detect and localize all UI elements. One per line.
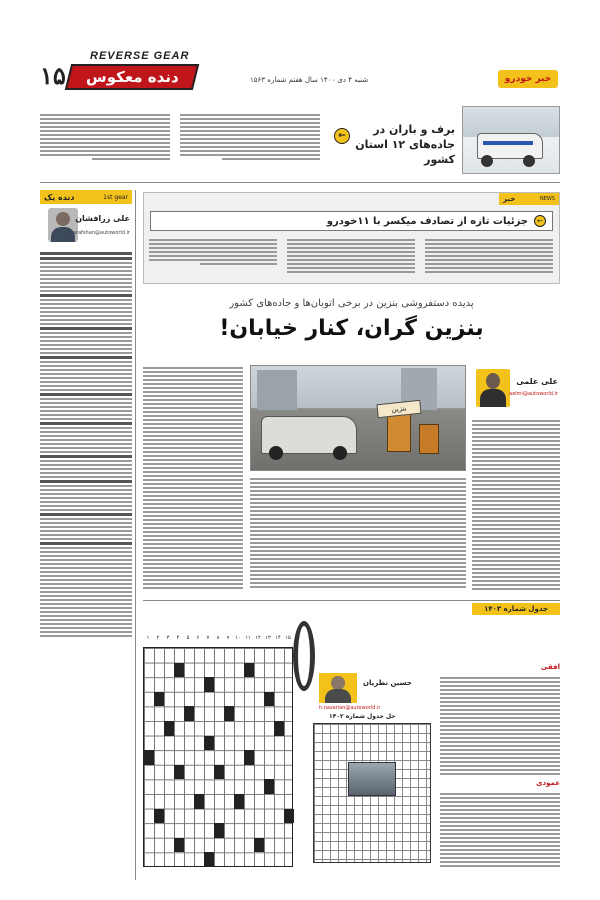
crossword-number: ۲ bbox=[156, 635, 160, 641]
section-title-fa: دنده معکوس bbox=[85, 68, 179, 86]
crossword-black-cell bbox=[204, 736, 214, 751]
crossword-black-cell bbox=[274, 721, 284, 736]
photo-sign bbox=[376, 400, 421, 419]
crossword-black-cell bbox=[204, 677, 214, 692]
crossword-number: ۱۱ bbox=[245, 635, 251, 641]
crossword-black-cell bbox=[174, 838, 184, 853]
crossword-section bbox=[143, 600, 560, 870]
brand-logo-text: خبر خودرو bbox=[504, 74, 552, 84]
crossword-grid[interactable] bbox=[143, 647, 293, 867]
crossword-black-cell bbox=[264, 779, 274, 794]
crossword-number: ۷ bbox=[206, 635, 210, 641]
clue-horizontal-label: افقی bbox=[540, 663, 560, 671]
crossword-black-cell bbox=[264, 692, 274, 707]
crossword-black-cell bbox=[184, 706, 194, 721]
columnist-tag-en: 1st gear bbox=[103, 193, 128, 201]
arrow-left-icon: ← bbox=[534, 215, 546, 227]
crossword-author-name: حسین نظریان bbox=[363, 679, 412, 687]
solution-photo bbox=[348, 762, 396, 796]
columnist-name: علی زرافشان bbox=[75, 214, 130, 223]
brief-text-mid bbox=[180, 112, 320, 170]
crossword-tag-text: جدول شماره ۱۴۰۳ bbox=[484, 605, 548, 613]
author-box bbox=[472, 365, 560, 413]
main-headline: بنزین گران، کنار خیابان! bbox=[219, 316, 484, 341]
main-col-mid bbox=[250, 476, 466, 593]
news-box bbox=[143, 192, 560, 284]
crossword-black-cell bbox=[234, 794, 244, 809]
main-photo bbox=[250, 365, 466, 471]
crossword-black-cell bbox=[204, 852, 214, 867]
news-col-3 bbox=[149, 237, 277, 281]
columnist-avatar bbox=[48, 208, 78, 242]
crossword-number: ۱۲ bbox=[255, 635, 261, 641]
crossword-black-cell bbox=[174, 765, 184, 780]
columnist-tag-fa: دنده یک bbox=[44, 192, 75, 202]
main-kicker: پدیده دستفروشی بنزین در برخی اتوبان‌ها و جاده‌های کشور bbox=[229, 298, 474, 309]
crossword-number: ۱۳ bbox=[265, 635, 271, 641]
crossword-number: ۳ bbox=[166, 635, 170, 641]
section-title-badge bbox=[65, 64, 199, 90]
crossword-black-cell bbox=[214, 823, 224, 838]
divider bbox=[40, 182, 560, 183]
author-name: علی علمی bbox=[516, 377, 558, 386]
news-tag-en: NEWS bbox=[539, 196, 555, 202]
news-col-2 bbox=[287, 237, 415, 281]
photo-sign-text: بنزین bbox=[391, 404, 407, 414]
crossword-number: ۵ bbox=[186, 635, 190, 641]
top-strip bbox=[40, 100, 560, 178]
clues-vertical bbox=[440, 791, 560, 867]
columnist-column bbox=[40, 190, 132, 880]
dateline: شنبه ۴ دی ۱۴۰۰ سال هفتم شماره ۱۵۶۳ bbox=[250, 76, 369, 84]
crossword-black-cell bbox=[224, 706, 234, 721]
solution-label: حل جدول شماره ۱۴۰۲ bbox=[329, 713, 396, 720]
news-col-1 bbox=[425, 237, 553, 281]
crossword-tag bbox=[472, 603, 560, 615]
crossword-number: ۱۵ bbox=[285, 635, 291, 641]
columnist-email[interactable]: a.zarafshan@autoworld.ir bbox=[65, 230, 130, 236]
crossword-black-cell bbox=[244, 663, 254, 678]
news-tag bbox=[499, 193, 559, 205]
author-avatar bbox=[476, 369, 510, 407]
crossword-number: ۱۴ bbox=[275, 635, 281, 641]
crossword-black-cell bbox=[194, 794, 204, 809]
tire-illustration bbox=[293, 621, 315, 691]
crossword-number: ۹ bbox=[226, 635, 230, 641]
crossword-black-cell bbox=[284, 809, 294, 824]
news-tag-fa: خبر bbox=[503, 195, 516, 203]
crossword-number: ۶ bbox=[196, 635, 200, 641]
brief-text-left bbox=[40, 112, 170, 170]
crossword-number: ۴ bbox=[176, 635, 180, 641]
crossword-column-numbers bbox=[143, 635, 293, 645]
crossword-number: ۸ bbox=[216, 635, 220, 641]
crossword-author-email[interactable]: h.nazarian@autoworld.ir bbox=[319, 705, 381, 711]
column-divider bbox=[135, 190, 136, 880]
crossword-number: ۱۰ bbox=[235, 635, 241, 641]
crossword-number: ۱ bbox=[146, 635, 150, 641]
clue-vertical-label: عمودی bbox=[536, 779, 560, 787]
main-col-left bbox=[143, 365, 243, 593]
crossword-black-cell bbox=[244, 750, 254, 765]
columnist-tag bbox=[40, 190, 132, 204]
crossword-black-cell bbox=[254, 838, 264, 853]
crossword-black-cell bbox=[164, 721, 174, 736]
page-number: ۱۵ bbox=[40, 63, 66, 90]
solution-grid bbox=[313, 723, 431, 863]
crossword-black-cell bbox=[154, 809, 164, 824]
news-headline-bar bbox=[150, 211, 553, 231]
crossword-black-cell bbox=[174, 663, 184, 678]
arrow-left-icon: ← bbox=[334, 128, 350, 144]
crossword-black-cell bbox=[214, 765, 224, 780]
crossword-black-cell bbox=[144, 750, 154, 765]
clues-horizontal bbox=[440, 675, 560, 775]
news-headline: جزئیات تازه از تصادف میکسر با ۱۱خودرو bbox=[326, 215, 528, 227]
page-header bbox=[0, 0, 600, 92]
top-story-photo bbox=[462, 106, 560, 174]
top-story-title: برف و باران در جاده‌های ۱۲ استان کشور bbox=[355, 123, 455, 166]
author-email[interactable]: aelmi@autoworld.ir bbox=[509, 391, 558, 397]
main-col-right bbox=[472, 418, 560, 593]
crossword-author-avatar bbox=[319, 673, 357, 703]
columnist-body bbox=[40, 250, 132, 870]
crossword-black-cell bbox=[154, 692, 164, 707]
brand-logo bbox=[498, 70, 558, 88]
section-title-en: REVERSE GEAR bbox=[90, 50, 190, 62]
